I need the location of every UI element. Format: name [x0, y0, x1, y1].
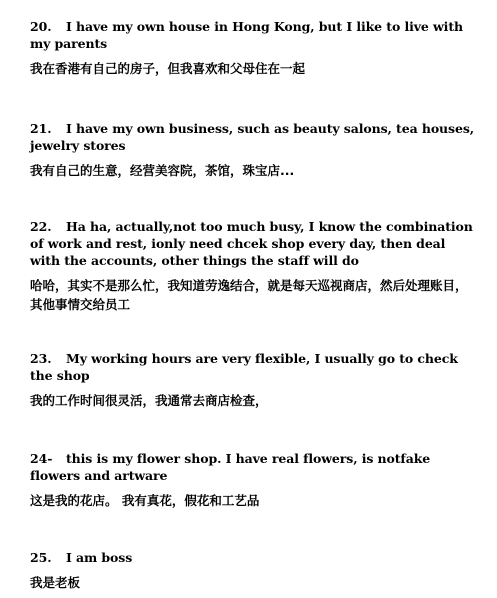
entry-20	[30, 18, 475, 78]
chinese-translation: 我有自己的生意，经营美容院，茶馆，珠宝店...	[30, 163, 295, 178]
chinese-translation: 哈哈，其实不是那么忙，我知道劳逸结合，就是每天巡视商店，然后处理账目，其他事情交给员工	[30, 278, 468, 312]
chinese-translation: 我在香港有自己的房子，但我喜欢和父母住在一起	[30, 61, 306, 76]
entry-number: 20.	[30, 19, 52, 34]
english-text: My working hours are very flexible, I usually go to check the shop	[30, 351, 458, 383]
entry-22	[30, 218, 475, 314]
entry-number: 25.	[30, 550, 52, 565]
english-sentence	[30, 549, 475, 566]
english-sentence	[30, 18, 475, 52]
entry-number: 24-	[30, 451, 53, 466]
english-text: I have my own house in Hong Kong, but I like to live with my parents	[30, 19, 463, 51]
english-sentence	[30, 350, 475, 384]
english-sentence	[30, 450, 475, 484]
entry-number: 23.	[30, 351, 52, 366]
chinese-translation: 我的工作时间很灵活，我通常去商店检查，	[30, 393, 268, 408]
chinese-translation: 这是我的花店。 我有真花，假花和工艺品	[30, 493, 260, 508]
entry-21	[30, 120, 475, 180]
entry-25	[30, 549, 475, 592]
entry-number: 22.	[30, 219, 52, 234]
entry-23	[30, 350, 475, 410]
chinese-translation: 我是老板	[30, 575, 81, 590]
entry-number: 21.	[30, 121, 52, 136]
english-text: I have my own business, such as beauty salons, tea houses, jewelry stores	[30, 121, 475, 153]
entry-24	[30, 450, 475, 510]
english-text: I am boss	[66, 550, 133, 565]
english-sentence	[30, 218, 475, 269]
english-text: Ha ha, actually,not too much busy, I know the combination of work and rest, ionly need chcek shop every day, then deal with the accounts, other things the staff will do	[30, 219, 473, 268]
english-text: this is my flower shop. I have real flowers, is notfake flowers and artware	[30, 451, 431, 483]
english-sentence	[30, 120, 475, 154]
